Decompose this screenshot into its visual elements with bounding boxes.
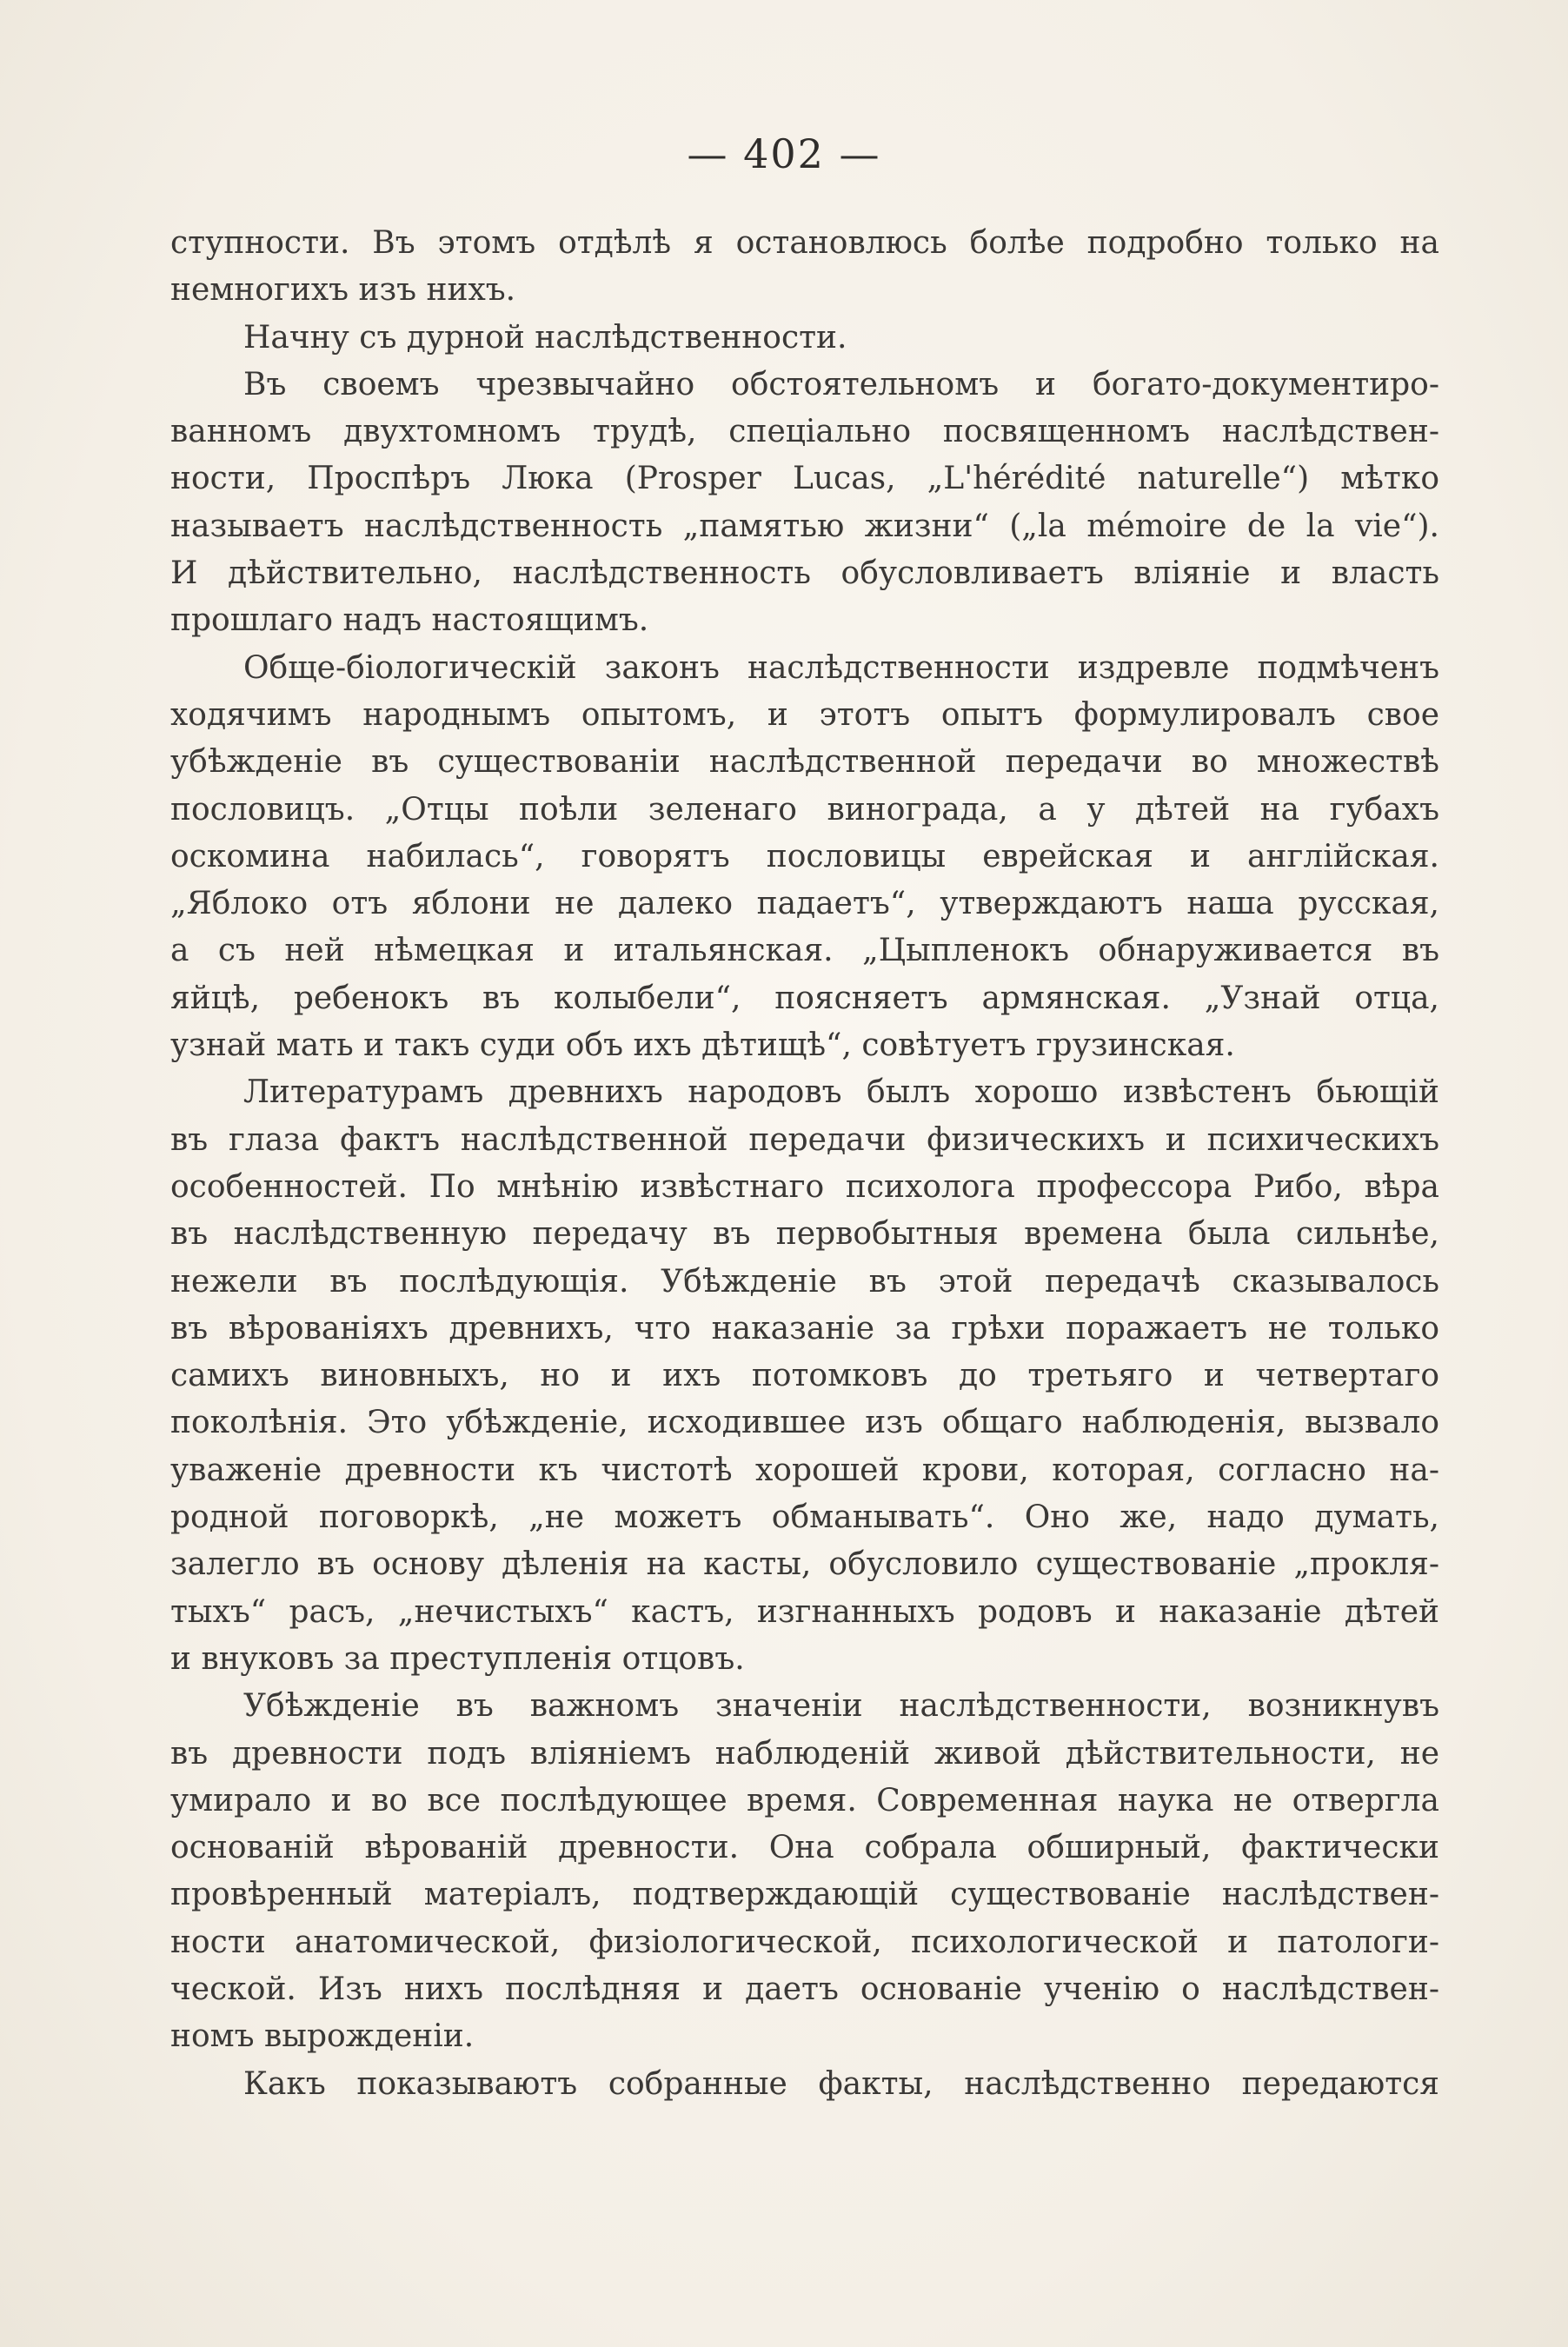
text-line: ходячимъ народнымъ опытомъ, и этотъ опытъ формулировалъ свое (170, 696, 1439, 733)
text-line: Литературамъ древнихъ народовъ былъ хорошо извѣстенъ бьющій (243, 1074, 1439, 1111)
text-line: ческой. Изъ нихъ послѣдняя и даетъ основаніе ученію о наслѣдствен- (170, 1971, 1439, 2007)
page-number: — 402 — (687, 130, 881, 177)
text-line: основаній вѣрованій древности. Она собрала обширный, фактически (170, 1830, 1439, 1866)
text-line: нежели въ послѣдующія. Убѣжденіе въ этой передачѣ сказывалось (170, 1263, 1439, 1300)
text-line: прошлаго надъ настоящимъ. (170, 602, 649, 639)
text-line: ванномъ двухтомномъ трудѣ, спеціально посвященномъ наслѣдствен- (170, 414, 1439, 450)
text-line: ступности. Въ этомъ отдѣлѣ я остановлюсь болѣе подробно только на (170, 225, 1439, 261)
text-line: въ древности подъ вліяніемъ наблюденій живой дѣйствительности, не (170, 1735, 1439, 1772)
text-line: пословицъ. „Отцы поѣли зеленаго винограда, а у дѣтей на губахъ (170, 791, 1439, 828)
text-line: убѣжденіе въ существованіи наслѣдственной передачи во множествѣ (170, 744, 1439, 781)
text-line: тыхъ“ расъ, „нечистыхъ“ кастъ, изгнанныхъ родовъ и наказаніе дѣтей (170, 1593, 1439, 1630)
text-line: въ наслѣдственную передачу въ первобытныя времена была сильнѣе, (170, 1216, 1439, 1253)
text-line: немногихъ изъ нихъ. (170, 272, 516, 309)
text-line: поколѣнія. Это убѣжденіе, исходившее изъ общаго наблюденія, вызвало (170, 1405, 1439, 1441)
text-line: провѣренный матеріалъ, подтверждающій существованіе наслѣдствен- (170, 1877, 1439, 1913)
text-line: И дѣйствительно, наслѣдственность обусловливаетъ вліяніе и власть (170, 555, 1439, 592)
text-line: самихъ виновныхъ, но и ихъ потомковъ до третьяго и четвертаго (170, 1358, 1439, 1394)
text-line: ности, Проспѣръ Люка (Prosper Lucas, „L'hérédité naturelle“) мѣтко (170, 461, 1439, 497)
text-line: ности анатомической, физіологической, психологической и патологи- (170, 1924, 1439, 1960)
text-line: „Яблоко отъ яблони не далеко падаетъ“, утверждаютъ наша русская, (170, 886, 1439, 922)
text-line: Убѣжденіе въ важномъ значеніи наслѣдственности, возникнувъ (243, 1688, 1439, 1725)
text-line: оскомина набилась“, говорятъ пословицы еврейская и англійская. (170, 838, 1439, 874)
text-line: умирало и во все послѣдующее время. Современная наука не отвергла (170, 1782, 1439, 1818)
text-line: Обще-біологическій законъ наслѣдственности издревле подмѣченъ (243, 649, 1439, 686)
text-line: въ глаза фактъ наслѣдственной передачи физическихъ и психическихъ (170, 1121, 1439, 1158)
text-line: Какъ показываютъ собранные факты, наслѣдственно передаются (243, 2065, 1439, 2102)
text-line: особенностей. По мнѣнію извѣстнаго психолога профессора Рибо, вѣра (170, 1168, 1439, 1205)
text-line: Въ своемъ чрезвычайно обстоятельномъ и богато-документиро- (243, 366, 1439, 402)
text-line: номъ вырожденіи. (170, 2018, 475, 2055)
text-line: Начну съ дурной наслѣдственности. (243, 319, 847, 356)
text-line: яйцѣ, ребенокъ въ колыбели“, поясняетъ армянская. „Узнай отца, (170, 980, 1439, 1016)
text-line: узнай мать и такъ суди объ ихъ дѣтищѣ“, совѣтуетъ грузинская. (170, 1027, 1235, 1064)
text-line: залегло въ основу дѣленія на касты, обусловило существованіе „прокля- (170, 1546, 1439, 1583)
text-line: въ вѣрованіяхъ древнихъ, что наказаніе за грѣхи поражаетъ не только (170, 1310, 1439, 1346)
text-line: уваженіе древности къ чистотѣ хорошей крови, которая, согласно на- (170, 1452, 1439, 1488)
body-text (170, 220, 1439, 2108)
text-line: родной поговоркѣ, „не можетъ обманывать“. Оно же, надо думать, (170, 1499, 1439, 1536)
text-line: называетъ наслѣдственность „памятью жизни“ („la mémoire de la vie“). (170, 508, 1439, 544)
text-line: и внуковъ за преступленія отцовъ. (170, 1640, 745, 1677)
text-line: а съ ней нѣмецкая и итальянская. „Цыпленокъ обнаруживается въ (170, 933, 1439, 969)
